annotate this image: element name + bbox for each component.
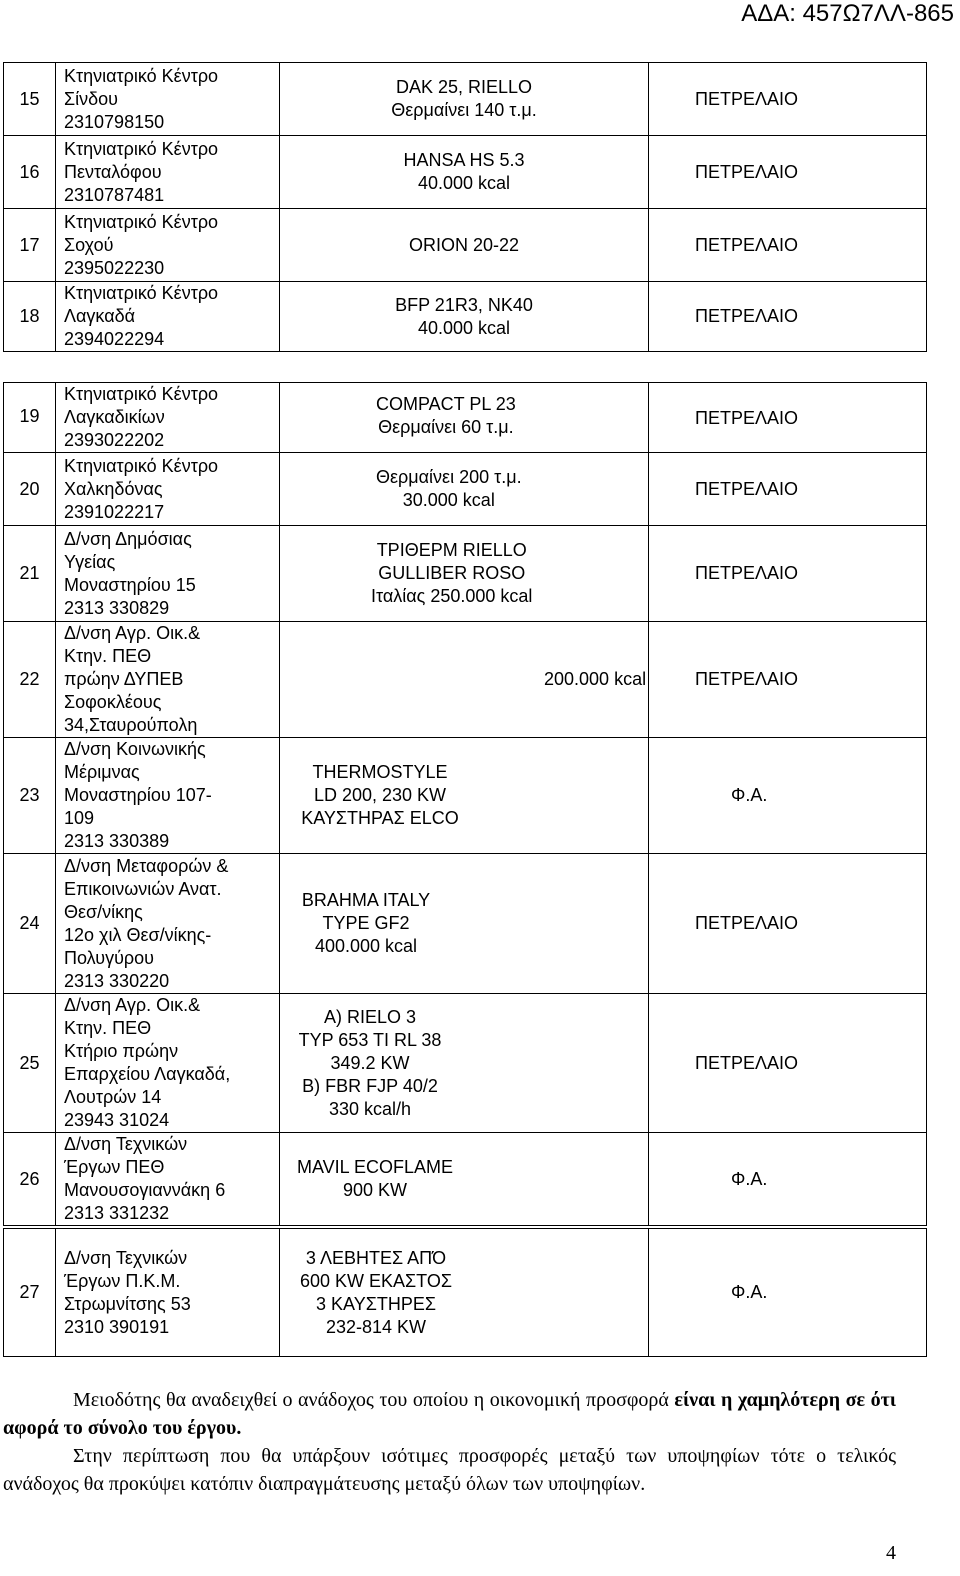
boiler-cell <box>280 282 649 352</box>
site-cell <box>56 453 280 526</box>
site-cell <box>56 1229 280 1357</box>
site-cell <box>56 526 280 622</box>
site-cell <box>56 63 280 136</box>
site-text: Δ/νση Τεχνικών Έργων Π.Κ.Μ. Στρωμνίτσης 53 2310 390191 <box>64 1247 191 1337</box>
table-row <box>4 136 927 209</box>
table-row <box>4 383 927 453</box>
page-number: 4 <box>886 1542 896 1564</box>
site-cell <box>56 1133 280 1226</box>
note-text: Μειοδότης θα αναδειχθεί ο ανάδοχος του οποίου η οικονομική προσφορά <box>73 1389 675 1411</box>
row-number: 24 <box>4 854 56 994</box>
boiler-cell <box>280 209 649 282</box>
site-text: Κτηνιατρικό Κέντρο Πενταλόφου 2310787481 <box>64 138 219 205</box>
table-row <box>4 738 927 854</box>
boiler-text: COMPACT PL 23 Θερμαίνει 60 τ.μ. <box>376 394 516 437</box>
fuel-cell: ΠΕΤΡΕΛΑΙΟ <box>649 453 927 526</box>
table-row <box>4 453 927 526</box>
site-cell <box>56 622 280 738</box>
site-cell <box>56 282 280 352</box>
site-cell <box>56 383 280 453</box>
boiler-text: BFP 21R3, NK40 40.000 kcal <box>395 294 533 338</box>
site-text: Δ/νση Αγρ. Οικ.& Κτην. ΠΕΘ πρώην ΔΥΠΕΒ Σοφοκλέους 34,Σταυρούπολη <box>64 623 201 735</box>
boiler-text: MAVIL ECOFLAME 900 KW <box>296 1157 454 1200</box>
boiler-cell <box>280 526 649 622</box>
fuel-cell: ΠΕΤΡΕΛΑΙΟ <box>649 526 927 622</box>
boiler-text: A) RIELO 3 TYP 653 TI RL 38 349.2 KW B) FBR FJP 40/2 330 kcal/h <box>298 1006 442 1119</box>
table-row <box>4 622 927 738</box>
equipment-table-2 <box>3 382 927 1226</box>
boiler-cell <box>280 383 649 453</box>
site-text: Κτηνιατρικό Κέντρο Χαλκηδόνας 2391022217 <box>64 455 219 522</box>
site-text: Δ/νση Αγρ. Οικ.& Κτην. ΠΕΘ Κτήριο πρώην Επαρχείου Λαγκαδά, Λουτρών 14 23943 31024 <box>64 995 231 1130</box>
boiler-cell <box>280 1133 649 1226</box>
note-bold-text: είναι η χαμηλότερη σε ότι αφορά το σύνολο του έργου. <box>3 1389 896 1439</box>
boiler-text: THERMOSTYLE LD 200, 230 KW ΚΑΥΣΤΗΡΑΣ ELCO <box>301 762 459 828</box>
site-text: Κτηνιατρικό Κέντρο Λαγκαδικίων 2393022202 <box>64 384 219 450</box>
table-row <box>4 994 927 1133</box>
site-text: Δ/νση Μεταφορών & Επικοινωνιών Ανατ. Θεσ/νίκης 12ο χιλ Θεσ/νίκης- Πολυγύρου 2313 330220 <box>64 855 229 991</box>
table-row <box>4 63 927 136</box>
table-row <box>4 282 927 352</box>
boiler-cell <box>280 63 649 136</box>
fuel-cell: ΠΕΤΡΕΛΑΙΟ <box>649 209 927 282</box>
note-paragraph-2: Στην περίπτωση που θα υπάρξουν ισότιμες προσφορές μεταξύ των υποψηφίων τότε ο τελικός ανάδοχος θα προκύψει κατόπιν διαπραγμάτευσης μεταξύ όλων των υποψηφίων. <box>3 1445 896 1495</box>
site-cell <box>56 738 280 854</box>
site-cell <box>56 994 280 1133</box>
row-number: 19 <box>4 383 56 453</box>
boiler-cell <box>280 136 649 209</box>
boiler-text: ΤΡΙΘΕΡΜ RIELLO GULLIBER ROSO Ιταλίας 250.000 kcal <box>371 540 533 606</box>
ada-code: ΑΔΑ: 457Ω7ΛΛ-865 <box>741 0 954 27</box>
site-text: Κτηνιατρικό Κέντρο Λαγκαδά 2394022294 <box>64 283 219 349</box>
row-number: 20 <box>4 453 56 526</box>
boiler-text: 3 ΛΕΒΗΤΕΣ ΑΠΌ 600 KW ΕΚΑΣΤΟΣ 3 ΚΑΥΣΤΗΡΕΣ 232-814 KW <box>300 1247 452 1337</box>
table-row <box>4 526 927 622</box>
site-cell <box>56 854 280 994</box>
fuel-cell: ΠΕΤΡΕΛΑΙΟ <box>649 622 927 738</box>
fuel-cell: ΠΕΤΡΕΛΑΙΟ <box>649 136 927 209</box>
row-number: 27 <box>4 1229 56 1357</box>
boiler-cell <box>280 854 649 994</box>
boiler-text: ORION 20-22 <box>408 234 520 255</box>
row-number: 17 <box>4 209 56 282</box>
equipment-table-1 <box>3 62 927 352</box>
fuel-cell: Φ.Α. <box>649 1229 927 1357</box>
row-number: 23 <box>4 738 56 854</box>
row-number: 22 <box>4 622 56 738</box>
boiler-cell <box>280 1229 649 1357</box>
table-row <box>4 1229 927 1357</box>
table-row <box>4 1133 927 1226</box>
site-text: Κτηνιατρικό Κέντρο Σοχού 2395022230 <box>64 211 219 278</box>
fuel-cell: ΠΕΤΡΕΛΑΙΟ <box>649 994 927 1133</box>
fuel-cell: ΠΕΤΡΕΛΑΙΟ <box>649 383 927 453</box>
boiler-cell <box>280 994 649 1133</box>
table-row <box>4 854 927 994</box>
row-number: 18 <box>4 282 56 352</box>
boiler-cell <box>280 622 649 738</box>
row-number: 16 <box>4 136 56 209</box>
row-number: 15 <box>4 63 56 136</box>
boiler-text: Θερμαίνει 200 τ.μ. 30.000 kcal <box>376 467 522 510</box>
site-text: Δ/νση Δημόσιας Υγείας Μοναστηρίου 15 2313 330829 <box>64 528 196 618</box>
site-cell <box>56 209 280 282</box>
equipment-table-3 <box>3 1228 927 1357</box>
site-text: Δ/νση Τεχνικών Έργων ΠΕΘ Μανουσογιαννάκη 6 2313 331232 <box>64 1134 226 1223</box>
site-cell <box>56 136 280 209</box>
note-paragraph-1 <box>3 1386 896 1442</box>
row-number: 21 <box>4 526 56 622</box>
boiler-text: DAK 25, RIELLO Θερμαίνει 140 τ.μ. <box>391 77 537 120</box>
fuel-cell: ΠΕΤΡΕΛΑΙΟ <box>649 282 927 352</box>
boiler-text: HANSA HS 5.3 40.000 kcal <box>403 150 525 193</box>
fuel-cell: Φ.Α. <box>649 1133 927 1226</box>
boiler-text: 200.000 kcal <box>544 669 647 689</box>
boiler-text: BRAHMA ITALY TYPE GF2 400.000 kcal <box>301 890 431 956</box>
boiler-cell <box>280 453 649 526</box>
table-row <box>4 209 927 282</box>
site-text: Δ/νση Κοινωνικής Μέριμνας Μοναστηρίου 107- 109 2313 330389 <box>64 739 212 851</box>
site-text: Κτηνιατρικό Κέντρο Σίνδου 2310798150 <box>64 65 219 132</box>
fuel-cell: ΠΕΤΡΕΛΑΙΟ <box>649 854 927 994</box>
award-note <box>3 1386 896 1498</box>
boiler-cell <box>280 738 649 854</box>
fuel-cell: ΠΕΤΡΕΛΑΙΟ <box>649 63 927 136</box>
row-number: 25 <box>4 994 56 1133</box>
row-number: 26 <box>4 1133 56 1226</box>
fuel-cell: Φ.Α. <box>649 738 927 854</box>
